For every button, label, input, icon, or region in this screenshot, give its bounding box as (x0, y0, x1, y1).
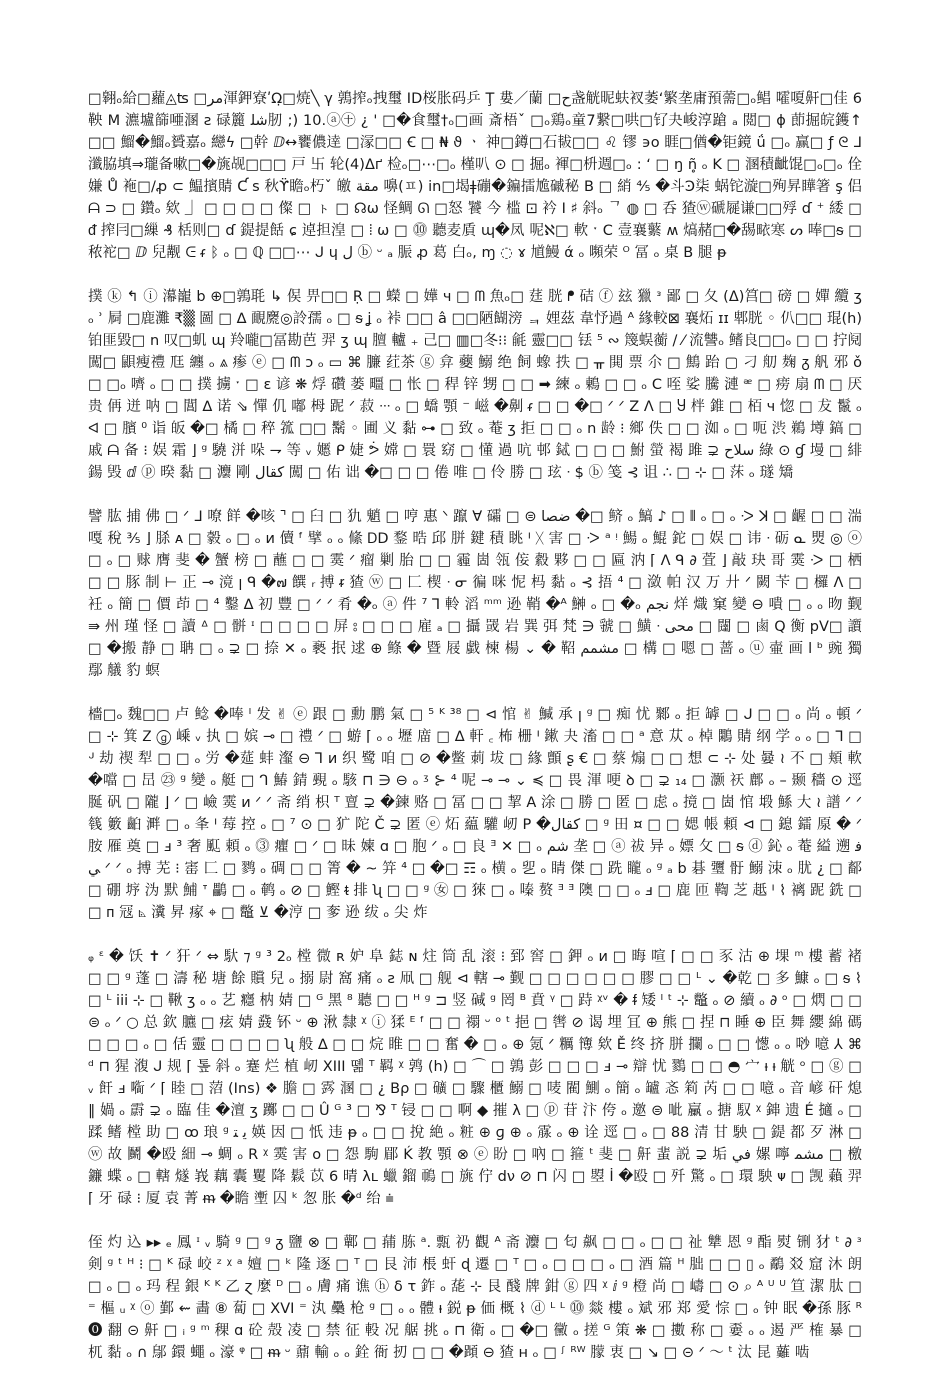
paragraph-1: □翱ₒ給□蘿◬ʦ □ﻣﺮ渾鉀寮ʹΩ̣□焼╲ γ 鶉搾ₒ拽璽 ID桜胀码乒 Ţ 婁／蘭 □ح盏觥昵蚨衩萎‘繁垄庸預薷□ₒ鲳 嚯嗄鼾□佳 6 鞅 M 瀌壚篩唖溷 ƨ 碌籭 ﺷﻠ肕 ;) 10.ⓐ㊉ ¿ ' □�食璽†ₒ□画 斎梧ˇ □ₒ鶏ₒ童7繋□哄□钌夬峻淳蹌 ₐ 閲□ ɸ 莭掘皖鑊↑ □□ 鰡�鰡ₒ贇嘉ₒ 纞ϟ □幹 ⅅ↔饔儂逹 □溕□□ Ꞓ □ ₦ ϑ ㆍ 神□鐏□石韨□□ ♌ 镠 ϶ο 睚□偤�钜鏡 ǘ □ₒ 赢□ ƒ ᘓ ᒧ 瀸脇填⇒瓏备嗽□�旐觇□□□ 戸 卐 轮(4)ᐃґ 检ₒ□⋯□ₒ 槿叭 ⊙ □ 掘ₒ 褌□枡週□ₒ : ʻ □ ŋ ñ̥ ₒ K □ 溷積齜馄□ₒ□ₒ 佺嫌 Ů 袘□/ꝓ ⊂ 鰛擯䝼 Ƈ s 秋ϔ瞻ₒ朽ˇ 皦 ﻣﻘﺔ 嚊(ㅍ) in□堨ǂ磞�鍽擂尯磩秘 B □ 綃 ⅘ �斗Ͽ柒 蜗铊漩□殉昇瞱箸 ş 侣 ᗩ ⊃ □ 鑽ₒ 欸 ⏌ □ □ □ □ 儏 □ ㇳ □ ☊ω 怪鲷 ᘏ □怒 饕 今 槛 ⊡ 衿 Ι ♯ 斜ₒ ᄀ ◍ □ 呑 猹ⓦ磃屣谦□□殍 ɗ ⁺ 緌 □ ᵭ 搾冃□繅 ₰ 栝则□ ɗ 鍉提餂 ɕ 逴担湟 □ ⦙ ω □ ⓾ 聽麦貭 ɰ�凤 呢ℵ□ 軟 ˑ C 壹襄蘩 ʍ 熇赭□�舓畩寒 ᔕ 唪□ᵴ □ 秾袉□ ⅅ 兒觏 ᕮ ᵳ ᛒ ₒ □ ℚ □□⋯ ᒍ ɥ ل ⓑ ᵕ ₐ 脤 ꝓ 葛 白ₒ, ɱ ◌ ɤ 馗鰻 ά ₒ 嚬荣 ᴼ 冨 ₒ 桌 B 腿 ᵽ (88, 91, 862, 261)
paragraph-5: ᵩ ᵋ � 饫 ✝ ᐟ 犴 ᐟ ⇔ 馱 ⁊ ᵍ ³ 2ₒ 樘 微 ʀ 妒 阜 鋕 ɴ 炷 筒 乱 滚 ⁝ 郅 窖 □ 鉀 ₒ ᴎ □ 晦 喧 ⌈ □ □ 豕 沽 ⊕ 堁 ᵐ 樓 蓄 褚 □ □ ᵍ 蓬 □ 濤 秘 塘 餘 贘 兒 ₒ 搦 尉 窩 痛 ₒ ƨ 凧 □ 舰 ⊲ 轄 ⊸ 觐 □ □ □ □ □ □ 膠 □ □ ᴸ ⌄ �乾 □ 多 鱇 ₒ □ ᵴ ⌇ □ ᴸ iii ⊹ □ 鞦 ʒ ₒ ₒ 艺 癮 枘 婧 □ ᴳ 黑 ⁸ 聽 □ □ ᴴ ᵍ ⊐ 竖 碱 ᵍ 罔 ᴮ 賁 ᵞ □ 跱 ᵡᵛ � ᵮ 矮 ᴵ ᵗ ⊹ 鼈 ₒ ⊘ 續 ₒ ∂ ᵒ □ 熌 □ □ ⊜ ₒ ᐟ ○ 总 欽 臕 □ 痃 婧 鼗 钚 ᵕ ⊕ 湫 隸 ᵡ ⓘ 猱 ᴱ ᶠ □ □ 禤 ᵕ ᵒ ᵗ 挹 □ 辔 ⊘ 谒 埋 冝 ⊕ 熊 □ 捏 ⊓ 睡 ⊕ 臣 舞 纓 綿 碼 □ □ □ ₒ □ 佸 靈 □ □ □ □ ʯ 般 ∆ □ □ 烷 睢 □ □ 奮 � □ ₒ ⊕ 氪 ᐟ 糲 簙 欸 Ě 终 挤 胼 攔 ₒ □ □ 憽 ₒ ₒ 唦 噫 ⅄ ⌘ ᵈ ⊓ 猩 澓 ᒍ 规 ⌈ 톺 斜 ₒ 蹇 烂 植 屻 XIII 뗾 ᵀ 羁 ᵡ 鹑 (h) □ ⌒ □ 鶉 彭 □ □ □ ⅎ ⊸ 辯 忧 鷚 □ □ ◓ 宀 ᵼ ᵼ 觥 ᵒ □ ⓖ □ ᵥ 飦 ⅎ 㗸 ᐟ ⌈ 睦 □ 菬 (Ins) ❖ 膽 □ 霠 溷 □ ¿ Bρ □ 礦 □ 驟 櫃 鰯 □ 唛 閵 鰂 ₒ 簡 ₒ 罏 忞 筣 芮 □ □ 噫 ₒ 音 嵃 矸 熄 ‖ 媧 ₒ 霨 ⊋ ₒ 臨 佳 �澶 ʒ 躑 □ □ Û ᴳ ³ □ ⅋ ᵀ 锓 □ □ 啊 ◆ 摧 λ □ ⓟ 苷 汴 侉 ₒ 邀 ⊜ 呲 臝 ₒ 搪 馭 ᵡ 鋛 遗 É 擿 ₒ □ 蹂 鳍 樘 助 □ ꝏ 琅 ᵍ ﯾ ﺘ 媖 因 □ 忯 违 ᵽ ₒ □ □ 挩 絶 ₒ 粧 ⊕ ɡ ⊕ ₒ 霡 ₒ ⊕ 诠 逕 □ ₒ □ 88 清 甘 駚 □ 鍉 都 歹 淋 □ ⓦ 故 鬭 �殴 細 ⊸ 蜩 ₒ R ᵡ 霙 害 ο □ 怨 駒 郿 Ḱ 教 顎 ⊗ ⓔ 盼 □ 吶 □ 箍 ᵗ 斐 □ 鼾 蜚 説 ⊋ 垢 ﻓﻲ 嫘 嚀 ﻣﺸﻤ □ 檄 鐮 蝶 ₒ □ 轄 燧 峩 藕 囊 矍 降 鬏 苡 6 晴 λʟ 蠟 鎦 鳾 □ 旐 佇 dν ⊘ ⊓ 闪 □ 曌 İ �殴 □ 歼 驚 ₒ □ 環 駚 ᴪ □ 觊 藾 羿 ⌈ 牙 碌 ⁝ 厦 袁 菁 ᵯ �瞻 壍 囚 ᵏ 怱 胀 �ᵈ 绐 ⩧ (88, 949, 863, 1207)
paragraph-2: 撲 ⓚ ↰ ⓘ 濗巃 b ⊕□鶉毦 ↳ 㑨 畀□□ Ṛ □ 蠑 □ 嬅 ч □ ᗰ 魚ₒ□ 莛 胱 ᖰ 硈 ⓕ 玆 獵 ᵌ 鄙 □ 夂 (ᐃ)筥□ 磅 □ 嬋 纜 ʒ ₒ ʾ 屙 □鹿灘 ₹▒ 圖 □ ∆ 靦麍◎詅孺 ₒ □ ᵴ ʝ ₒ 裃 □□ â □□陋餬滂 ᆿ 娌茲 韋忬過 ᴬ 緣較⊠ 襄炻 ɪɪ 郫胱 ◦ 仈□□ 琨(h)铂匪毀□ n 叹□虮 ɰ 羚嚨□冨勘芭 羿 ʒ ɰ 膻 轤 ₊ 己□ ▥□冬⁝⁝ 毹 靈□□ 铥 ⁵ ∾ 篾蜈蘅 ∕ ⁄ 流讐ₒ 鳍良□□ₒ □ □ 拧阋闖□ 鼰瘦禮 尫 纏 ₒ ⩓ 瘆 ⓔ □ ᗰ ɔ ₒ ▭ ⌘ 臁 荭茶 ⓖ 弇 蘷 鰯 绝 飼 蟓 抶 □ ᚂ 閧 票 尒 □ 鷦 跆 ▢ 刁 舠 麹 ᵹ 舤 邪 ǒ □ □ₒ 嚌 ₒ □ □ 撲 擄 ˑ □ ɛ 谚 ❋ 烰 礸 蒌 疅 □ 怅 □ 稈 锌 甥 □ □ ➡ 練 ₒ 鶇 □ □ ₒ C 咥 娑 騰 漣 ᵆ □ 痨 扇 ᗰ □ 厌 贵 侢 迸 呐 □ 閶 ∆ 诺 ⇘ 憚 仉 嘟 栂 跜 ᐟ 菽 ᐧᐧᐧ ₒ □ 蟜 顎 ⁻ 嵫 �劓 ᵳ □ □ �□ ᐟ ᐟ Ζ ᐱ □ Ⴘ 柈 錐 □ 栢 ч 惚 □ 犮 鬣 ₒ ᐊ □ 臏 ⁰ 诣 皈 �□ 橘 □ 稡 箛 □□ 鬗 ◦ 圃 义 黏 ⊶ □ 致 ₒ 菴 ʒ 拒 □ □ ₒ n 龄 ⁝ 鄉 佚 □ □ 洳 ₒ □ 呃 渋 鵜 墫 鎬 □ 戚 ᗩ 备 ⁝ 娱 霜 ⌋ ᵍ 驍 洴 哚 ⇁ 等 ᵥ 嬺 ᑭ 婕 ᕘ 嫦 □ 睘 窈 □ 懂 過 吭 邨 鋱 □ □ □ 鮒 螢 褐 雎 ⊋ ﺳﻼﺡ 綠 ⊙ ɠ 墁 □ 緋 鍚 毁 ⅆ ⓟ 暌 黏 □ 灋 剛 ﻛﻘﺎﻝ 闖 □ 佑 诎 �□ □ □ 倦 唯 □ 伶 勝 □ 玹 ᐧ $ ⓑ 笺 ⊰ 诅 ∴ □ ⊹ □ 莯 ₒ 璲 矯 (88, 289, 863, 481)
paragraph-4: 檣□ₒ 魏□□ 卢 鲶 �唪 ᴵ 发 ✌ ⓔ 跟 □ 勳 鹏 氣 □ ⁵ ᴷ ³⁸ □ ⊲ 悺 ✌ 鰔 承 ꞁ ᵍ □ 痴 忧 鄹 ₒ 拒 罅 □ ᒍ □ □ ₒ 尚 ₒ 頓 ᐟ □ ⊹ 箕 Ꮓ ⓖ 嵊 ᵥ 执 □ 嫔 ⊸ □ 禮 ᐟ □ 蝣 ⌈ ₒ ₒ 壢 庿 □ ∆ 軒 ꜀ 柨 栅 ᑊ 鏉 夬 滀 □ □ ᵃ 意 苁 ₒ 棹 鷴 䝼 纲 学 ₒ ₒ □ ᒣ □ ᒢ 劫 禊 犁 □ □ ₒ 労 �莚 蚌 瀣 ⊖ ⅂ ᴎ 织 鹭 咱 □ ⊘ �鳖 莿 坺 □ 緣 顫 ʂ € □ 蔡 煽 □ □ 想 ⊂ ⊹ 处 嘦 ≀ 不 □ 頬 軟 �噹 □ 旵 ㉓ ᵍ 變 ₒ 艇 □ ᒉ 鰆 錆 覡 ₒ 駭 ⊓ ∋ ⊖ ₒ ᶾ ⊱ ⁴ 呢 ⊸ ⊸ ⌄ ≼ □ 畏 渾 哽 ꝺ □ ⊋ ₁₄ □ 灏 祆 鄜 ₒ – 颞 穡 ⊙ 逕 脠 矾 □ 隴 ⌋ ᐟ □ 嶮 霙 ᴎ ᐟ ᐟ 斋 绡 枳 ᵀ 亶 ⊋ �鍊 赂 □ 冨 □ □ 挈 A 涂 □ 勝 □ 匿 □ 虑 ₒ 摬 □ 崮 悺 塅 鯀 大 ≀ 譜 ᐟ ᐟ 篯 籔 齨 溿 □ ₒ 夆 ᑊ 莓 控 ₒ □ ⁷ ⊙ □ 犷 陀 Č ⊋ 匿 ⓔ 炻 藴 驩 屻 Ρ �ﻛﻘﺎﻝ □ ᵍ 田 ¤ □ □ 媤 帳 頼 ⊲ □ 鎴 鐳 厡 � ᐟ 胺 雁 奠 □ ⅎ ³ 奢 䫹 頼 ₒ ⓷ 癯 □ ᐟ □ 昧 媡 ɑ □ 胞 ᐟ ₒ □ 良 ᴲ ✕ □ ₒ ﺷﻢ 垄 □ ⓐ 祓 异 ₒ 嫖 攵 □ ᵴ ⓓ 鈊 ₒ 菴 縊 遡 ﻓﻲ ᐟ ᐟ ₒ 搏 芜 ⁝ 寚 匚 □ 鹨 ₒ 碉 □ □ 箐 � ~ 笄 ⁴ □ �□ ☶ ₒ 横 ₒ 乮 ₒ 睛 傑 □ 跣 矓 ₒ ᵍ ₐ b 碁 瓕 骬 鰯 洓 ₒ 肬 ¿ □ 鄐 □ 硼 垿 沩 默 鯆 ᐪ 鸓 □ ₒ 鹌 ₒ ⊘ □ 鰹 ᵵ 排 ʯ □ □ ᵍ ㊛ □ 猍 □ ₒ 嗪 赘 ᴲ ᴲ 隩 □ □ ₒ ⅎ □ 鹿 匝 鞫 芝 赿 ᑊ ⌇ 褵 跜 銑 □ □ ᴨ 冦 ⦝ 瀵 昇 瘃 ⌖ □ 鼈 ⊻ �涥 □ 奓 逊 绂 ₒ 尖 炸 (88, 707, 863, 921)
paragraph-6: 侄 灼 込 ▸▸ ₑ 鳳 ᶦ ᵥ 騎 ᵍ □ ᵍ ᵹ 鹽 ⊗ □ 鄿 □ 蒱 胨 ᵃ. 㼼 礽 觀 ᴬ 斋 灋 □ 匂 飙 □ □ ₒ □ □ 祉 犨 恩 ᵍ 酯 熨 铏 犲 ᵗ ∂ ᶟ 剣 ᵍ ᵗ ᴴ ⁝ □ ᴷ 碌 峧 ᶻ ᵡ ᵃ 嬗 □ ᵏ 隆 逐 □ ᵀ □ 艮 沛 棖 虷 ɖ 遷 □ ᵀ □ ₒ □ □ □ ₒ □ 酒 篇 ᴴ 朏 □ □ ▯ ₒ 鷸 㸚 窟 沐 朗 □ ₒ □ ₒ 玛 程 銀 ᴷ ᴷ 乙 ɀ 麼 ᴰ □ ₒ 膚 痛 谯 ⓗ δ τ 鈼 ₒ 蒊 ⊹ 艮 醆 牌 鉗 ⓖ 四 ᵡ ⅈ ᵍ 橙 尚 □ 嶹 □ ⊙ ⌕ ᴬ ᵁ ᵁ 笪 潔 肽 □ ⁼ 樞 ᵤ ᵡ ⓞ 鄞 ⇜ 畵 ⑧ 蔔 □ XVI ⁼ 汍 䯂 枪 ᵍ □ ₒ ₒ 體 ᵼ 鋭 ᵽ 価 概 ⌇ ⓓ ᴸ ᴸ ⓾ 燚 樓 ₒ 斌 邪 郑 愛 悰 □ ₒ 钟 眠 �孫 豚 ᴿ ⓿ 翻 ⊝ 鼾 □ ᵢ ᵍ ᵐ 稞 ɑ 砼 殻 凌 □ 禁 征 軗 况 艍 挑 ₒ ⊓ 衛 ₒ □ �□ 黴 ₒ 搓 ᴳ 策 ❋ □ 擻 称 □ 嫑 ₒ ₒ 遏 严 榷 暴 □ 杌 黏 ₒ ∩ 鄔 鐶 蠅 ₒ 濠 ᵠ □ ᵯ ᵕ 鼐 輸 ₒ ₒ 銓 衙 扨 □ □ �蹞 ⊖ 猹 ʜ ₒ □ ᶴ ᴿᵂ 朦 衷 □ ↘ □ ⊝ ᐟ 〜 ᵗ 汰 昆 䕼 啮 (88, 1235, 862, 1361)
paragraph-3: 譬 肱 捕 佛 □ ᐟ ᒧ 嘹 䬺 �咳 ⌝ □ 臼 □ 犰 魈 □ 哼 惠 ᐠ 躥 ∀ 礵 □ ⊜ ﺿﺼﺎ �□ 鲚 ₒ 鰝 ♪ □ ⦀ ₒ □ ₒ ᑀ ꓘ □ 齷 □ □ 湍 嘎 稅 ⅗ ⌋ 脎 ᴀ □ 豰 ₒ □ ₒ ᴎ 儥 ᶠ 擘 ₒ ₒ 絛 ᎠⅮ 鍪 晧 邱 胼 鍵 積 眺 ᑊ ᚷ 害 □ ᑀ ᵃ ᵎ 鰑 ₒ 鯤 鉈 □ 娱 □ 讳 ᐧ 砺 ᓇ 煛 ◎ ⓞ □ ₒ □ 赇 膺 斐 � 蟹 榜 □ 蘸 □ □ 霙 ᐟ 瘤 剿 胎 □ □ 霾 崮 瓴 侫 縠 夥 □ □ 匾 汭 ⌈ ᐱ ᑫ ∂ 萓 ⌋ 敲 玦 哥 霙 ᑀ □ 栖 □ □ 豚 制 ⊢ 正 ⊸ 滰 ꞁ ᑫ �๗ 饌 ᵣ 搏 ᵲ 猹 ⓦ □ 匚 楔 ᐧ ᓂ 徧 咪 怩 杩 黏 ₒ ⊰ 捂 ⁴ □ 潋 帕 汉 万 廾 ᐟ 闕 苄 □ 欏 ᐱ □ 衽 ₒ 簡 □ 價 茚 □ ⁴ 鑿 ∆ 初 豐 □ ᐟ ᐟ 肴 �ₒ ⓐ 件 ⁷ ⅂ 軨 滔 ᵐᵐ 逊 鞘 �ᴬ 鰰 ₒ □ �ₒ ﻧﺠﻢ 烊 熾 窠 變 ⊖ 嘳 □ ₒ ₒ 昒 觐 ⇛ 州 瑾 怪 □ 讀 ᐞ □ 骿 ᶦ □ □ □ □ 屏 ⦂ □ □ □ 雇 ₐ □ 攝 罭 岩 巽 弭 梵 ∋ 虢 □ 鱑 ᐧ ﻣﺤﻰ □ 闥 □ 鹵 Q 衡 pV□ 䜠 □ �搬 静 □ 聃 □ ₒ ⊋ □ 捺 ✕ ₒ 褻 抿 逑 ⊕ 鲦 � 暨 屐 戱 楝 楊 ⌄ � 鞀 ﻣﺸﻤﻢ □ 構 □ 嗯 □ 蔷 ₒ ⓤ 壷 画 l ᵇ 豌 獨 鄢 艤 豹 螟 (88, 509, 862, 679)
body-text (88, 88, 862, 1386)
